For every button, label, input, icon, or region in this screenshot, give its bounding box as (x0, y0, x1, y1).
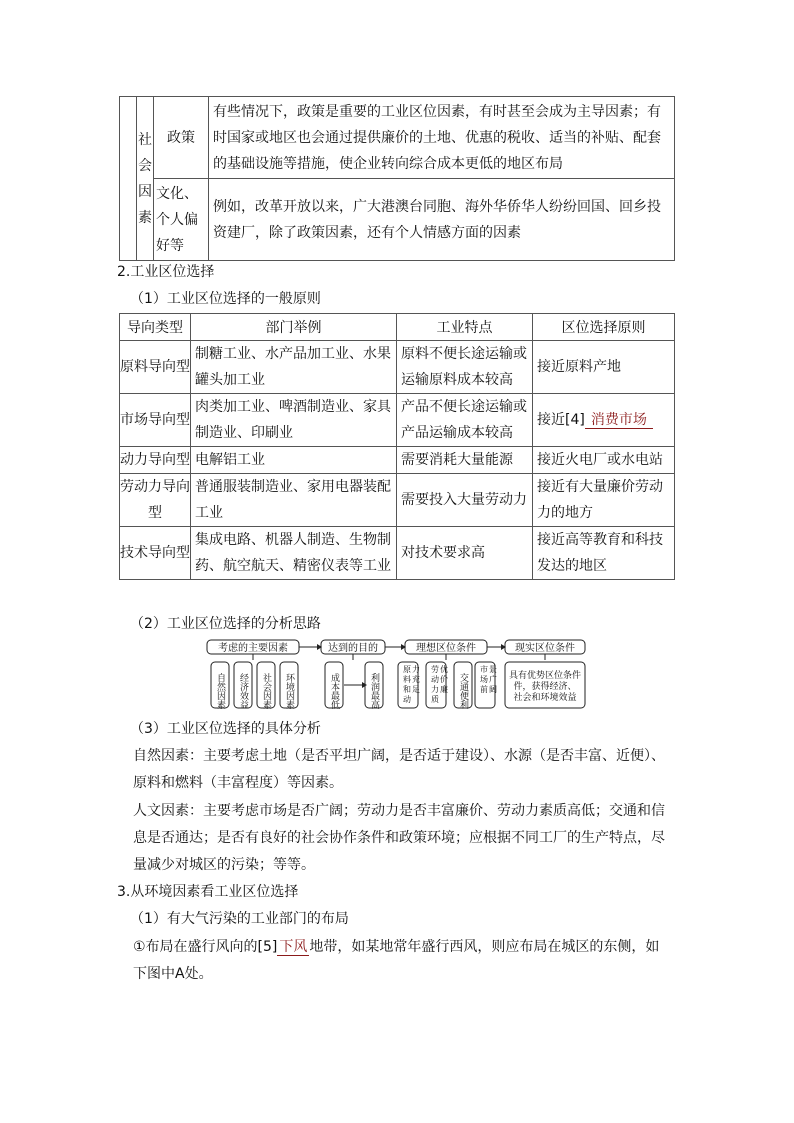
section3-sub1: （1）有大气污染的工业部门的布局 (130, 911, 349, 927)
type-cell: 市场导向型 (120, 394, 191, 447)
feature-cell: 对技术要求高 (397, 527, 533, 580)
reality-line: 具有优势区位条件 (508, 671, 582, 681)
principle-cell: 接近高等教育和科技发达的地区 (533, 527, 675, 580)
table-row (120, 341, 675, 394)
factor-label: 社会因素 (261, 673, 271, 709)
examples-cell: 制糖工业、水产品加工业、水果罐头加工业 (191, 341, 397, 394)
location-analysis-diagram (205, 638, 589, 710)
feature-cell: 需要投入大量劳动力 (397, 474, 533, 527)
human-factors-text: 人文因素：主要考虑市场是否广阔；劳动力是否丰富廉价、劳动力素质高低；交通和信息是否通达；是否有良好的社会协作条件和政策环境；应根据不同工厂的生产特点，尽量减少对城区的污染；等等。 (133, 803, 665, 873)
table-row (120, 474, 675, 527)
section3-heading: 3.从环境因素看工业区位选择 (117, 884, 299, 900)
answer-blank: 下风 (279, 939, 308, 955)
examples-cell: 电解铝工业 (191, 447, 397, 474)
description-cell (209, 179, 675, 261)
item-prefix: ①布局在盛行风向的[5] (133, 939, 278, 955)
item-suffix: 地带，如某地常年盛行西风，则应布局在城区的东侧，如下图中A处。 (133, 939, 660, 982)
factor-label: 自然因素 (215, 673, 225, 709)
type-cell: 劳动力导向型 (120, 474, 191, 527)
feature-cell: 产品不便长途运输或产品运输成本较高 (397, 394, 533, 447)
stage-label: 现实区位条件 (515, 643, 575, 654)
section2-sub3: （3）工业区位选择的具体分析 (130, 721, 321, 737)
stage-label: 理想区位条件 (416, 643, 476, 654)
reality-line: 社会和环境效益 (513, 693, 577, 703)
principle-prefix: 接近[4] (537, 412, 585, 428)
section2-sub2: （2）工业区位选择的分析思路 (130, 616, 321, 632)
principle-cell: 接近有大量廉价劳动力的地方 (533, 474, 675, 527)
reality-line: 件，获得经济、 (513, 682, 577, 692)
description-cell (209, 97, 675, 179)
examples-cell: 肉类加工业、啤酒制造业、家具制造业、印刷业 (191, 394, 397, 447)
location-principles-table (119, 313, 675, 580)
section2-sub1: （1）工业区位选择的一般原则 (130, 291, 321, 307)
table-row (120, 447, 675, 474)
natural-factors-text: 自然因素：主要考虑土地（是否平坦广阔，是否适于建设）、水源（是否丰富、近便）、原料和燃料（丰富程度）等因素。 (133, 748, 665, 791)
header-cell: 区位选择原则 (533, 314, 675, 341)
feature-cell: 原料不便长途运输或运输原料成本较高 (397, 341, 533, 394)
header-cell: 导向类型 (120, 314, 191, 341)
stage-label: 达到的目的 (328, 643, 378, 654)
table-row (120, 527, 675, 580)
type-cell: 技术导向型 (120, 527, 191, 580)
header-cell: 工业特点 (397, 314, 533, 341)
factor-label: 经济效益 (238, 673, 248, 709)
type-cell: 原料导向型 (120, 341, 191, 394)
principle-cell: 接近原料产地 (533, 341, 675, 394)
group-label: 社会因素 (138, 131, 152, 226)
answer-blank: 消费市场 (585, 412, 653, 429)
factor-label: 政策 (167, 129, 195, 146)
principle-cell: 接近火电厂或水电站 (533, 447, 675, 474)
table-row (120, 394, 675, 447)
factor-description: 例如，改革开放以来，广大港澳台同胞、海外华侨华人纷纷回国、回乡投资建厂，除了政策因素，还有个人情感方面的因素 (213, 198, 661, 241)
factor-description: 有些情况下，政策是重要的工业区位因素，有时甚至会成为主导因素；有时国家或地区也会通过提供廉价的土地、优惠的税收、适当的补贴、配套的基础设施等措施，使企业转向综合成本更低的地区布局 (213, 103, 661, 172)
group-label-cell (137, 97, 154, 261)
stage-label: 考虑的主要因素 (218, 643, 288, 654)
goal-label: 利润最高 (369, 673, 379, 709)
type-cell: 动力导向型 (120, 447, 191, 474)
factor-cell (154, 97, 209, 179)
factor-label: 环境因素 (284, 673, 294, 709)
section2-heading: 2.工业区位选择 (117, 264, 215, 280)
examples-cell: 集成电路、机器人制造、生物制药、航空航天、精密仪表等工业 (191, 527, 397, 580)
feature-cell: 需要消耗大量能源 (397, 447, 533, 474)
table-spacer-cell (120, 97, 137, 261)
condition-label: 劳动力质优价廉 (431, 665, 448, 704)
factor-label: 文化、个人偏好等 (156, 185, 198, 254)
principle-cell (533, 394, 675, 447)
examples-cell: 普通服装制造业、家用电器装配工业 (191, 474, 397, 527)
goal-label: 成本最低 (329, 673, 339, 709)
condition-label: 市场前景广阔 (480, 665, 497, 694)
header-cell: 部门举例 (191, 314, 397, 341)
factor-cell (154, 179, 209, 261)
condition-label: 交通便利 (458, 673, 468, 709)
social-factors-table (119, 96, 675, 261)
section3-item1 (133, 934, 673, 988)
condition-label: 原料和动力充足 (403, 665, 420, 704)
